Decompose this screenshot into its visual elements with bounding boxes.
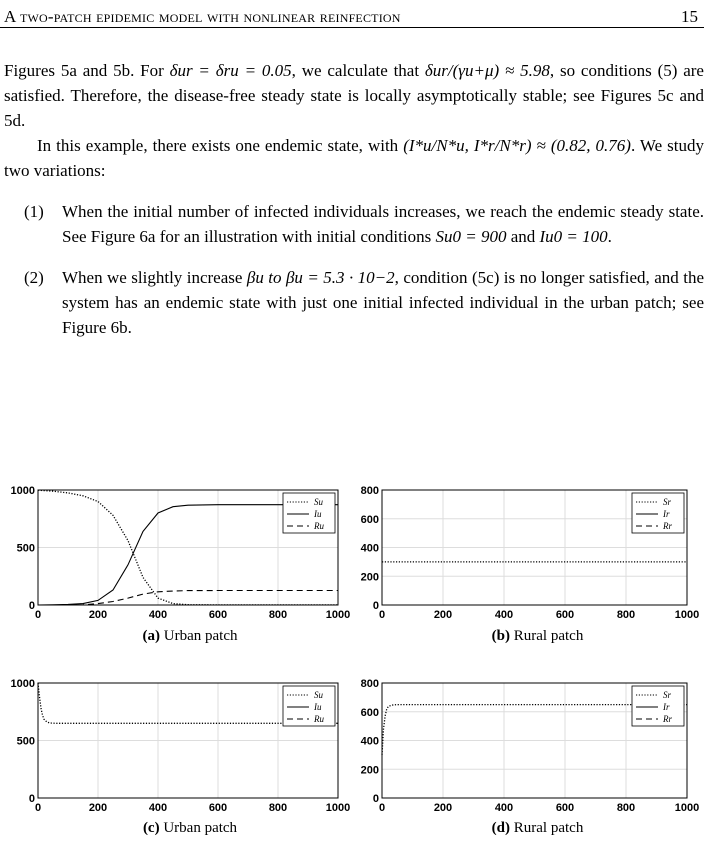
x-tick-label: 600 bbox=[555, 609, 575, 621]
y-tick-label: 0 bbox=[372, 793, 379, 805]
legend-label: Ir bbox=[663, 509, 670, 519]
legend-box bbox=[283, 493, 335, 533]
x-tick-label: 400 bbox=[494, 609, 514, 621]
y-tick-label: 1000 bbox=[10, 678, 35, 690]
x-tick-label: 800 bbox=[268, 802, 288, 814]
x-tick-label: 0 bbox=[34, 609, 42, 621]
legend-label: Ir bbox=[663, 702, 670, 712]
x-tick-label: 200 bbox=[88, 609, 108, 621]
text-span: and bbox=[506, 227, 540, 246]
caption-text: Urban patch bbox=[160, 628, 238, 644]
x-tick-label: 1000 bbox=[674, 609, 700, 621]
chart-urban-patch-c bbox=[0, 673, 355, 813]
y-tick-label: 500 bbox=[16, 735, 35, 748]
body-text bbox=[4, 58, 704, 340]
chart-rural-patch-b bbox=[355, 480, 710, 620]
y-tick-label: 800 bbox=[360, 485, 379, 497]
chart-urban-patch-a bbox=[0, 480, 355, 620]
x-tick-label: 200 bbox=[433, 609, 453, 621]
legend-label: Ru bbox=[314, 521, 324, 531]
y-tick-label: 200 bbox=[360, 764, 379, 777]
y-tick-label: 0 bbox=[372, 600, 379, 612]
y-tick-label: 800 bbox=[360, 678, 379, 690]
x-tick-label: 0 bbox=[378, 802, 386, 814]
x-tick-label: 1000 bbox=[674, 802, 700, 814]
y-tick-label: 600 bbox=[360, 513, 379, 526]
paragraph-1 bbox=[4, 58, 704, 133]
figure-panel-c bbox=[0, 673, 355, 823]
paragraph-2 bbox=[4, 133, 704, 183]
math-beta: βu to βu = 5.3 · 10−2 bbox=[246, 268, 395, 287]
math-delta-eq: δur = δru = 0.05 bbox=[169, 61, 292, 80]
x-tick-label: 400 bbox=[494, 802, 514, 814]
x-tick-label: 800 bbox=[616, 802, 636, 814]
math-iu0: Iu0 = 100 bbox=[539, 227, 608, 246]
x-tick-label: 600 bbox=[208, 609, 228, 621]
legend-box bbox=[632, 686, 684, 726]
caption-label: (a) bbox=[142, 628, 161, 644]
x-tick-label: 400 bbox=[148, 609, 168, 621]
y-tick-label: 0 bbox=[28, 600, 35, 612]
legend-label: Iu bbox=[314, 509, 322, 519]
x-tick-label: 800 bbox=[268, 609, 288, 621]
y-tick-label: 400 bbox=[360, 542, 379, 555]
x-tick-label: 1000 bbox=[325, 609, 351, 621]
figure-caption-b bbox=[385, 628, 690, 645]
y-tick-label: 500 bbox=[16, 542, 35, 555]
legend-label: Rr bbox=[663, 521, 672, 531]
list-item bbox=[4, 265, 704, 340]
list-number: (2) bbox=[24, 268, 44, 287]
chart-rural-patch-d bbox=[355, 673, 710, 813]
y-tick-label: 200 bbox=[360, 571, 379, 584]
legend-label: Su bbox=[314, 690, 323, 700]
legend-label: Ru bbox=[314, 714, 324, 724]
text-span: When the initial number of infected individuals increases, we reach the endemic steady state. See Figure 6a for an illustration with initial conditions bbox=[62, 202, 704, 246]
text-span: , condition (5c) is no longer satisfied, and the system has an endemic state with just one initial infected individual in the urban patch; see Figure 6b. bbox=[62, 268, 704, 337]
running-header bbox=[0, 5, 704, 28]
legend-label: Rr bbox=[663, 714, 672, 724]
y-tick-label: 1000 bbox=[10, 485, 35, 497]
caption-label: (d) bbox=[491, 820, 511, 836]
caption-text: Urban patch bbox=[159, 820, 238, 836]
legend-label: Sr bbox=[663, 690, 672, 700]
running-title: A two-patch epidemic model with nonlinear reinfection bbox=[4, 7, 401, 26]
text-span: Figures 5a and 5b. For bbox=[4, 61, 170, 80]
caption-text: Rural patch bbox=[510, 820, 584, 836]
caption-text: Rural patch bbox=[510, 628, 584, 644]
x-tick-label: 1000 bbox=[325, 802, 351, 814]
enumerated-list bbox=[4, 199, 704, 340]
text-span: When we slightly increase bbox=[62, 268, 247, 287]
x-tick-label: 600 bbox=[208, 802, 228, 814]
y-tick-label: 600 bbox=[360, 706, 379, 719]
caption-label: (c) bbox=[142, 820, 160, 836]
text-span: , we calculate that bbox=[291, 61, 425, 80]
legend-box bbox=[283, 686, 335, 726]
math-ratio: δur/(γu+μ) ≈ 5.98 bbox=[424, 61, 550, 80]
series-line-Ru bbox=[38, 591, 338, 606]
text-span: In this example, there exists one endemic state, with bbox=[37, 136, 404, 155]
list-item bbox=[4, 199, 704, 249]
legend-label: Sr bbox=[663, 497, 672, 507]
x-tick-label: 400 bbox=[148, 802, 168, 814]
figure-caption-a bbox=[40, 628, 340, 645]
math-su0: Su0 = 900 bbox=[435, 227, 507, 246]
x-tick-label: 200 bbox=[433, 802, 453, 814]
legend-label: Su bbox=[314, 497, 323, 507]
text-span: , so conditions (5) are satisfied. Therefore, the disease-free steady state is locally asymptotically stable; see Figures 5c and 5d. bbox=[4, 61, 704, 130]
figure-caption-c bbox=[40, 820, 340, 837]
x-tick-label: 800 bbox=[616, 609, 636, 621]
x-tick-label: 600 bbox=[555, 802, 575, 814]
x-tick-label: 0 bbox=[34, 802, 42, 814]
list-number: (1) bbox=[24, 202, 44, 221]
caption-label: (b) bbox=[491, 628, 511, 644]
text-span: . bbox=[607, 227, 612, 246]
figure-panel-d bbox=[355, 673, 710, 823]
page-number: 15 bbox=[681, 7, 698, 26]
y-tick-label: 0 bbox=[28, 793, 35, 805]
figure-caption-d bbox=[385, 820, 690, 837]
x-tick-label: 0 bbox=[378, 609, 386, 621]
legend-box bbox=[632, 493, 684, 533]
x-tick-label: 200 bbox=[88, 802, 108, 814]
y-tick-label: 400 bbox=[360, 735, 379, 748]
legend-label: Iu bbox=[314, 702, 322, 712]
text-span: . We study two variations: bbox=[4, 136, 705, 180]
math-endemic-state: (I*u/N*u, I*r/N*r) ≈ (0.82, 0.76) bbox=[403, 136, 631, 155]
